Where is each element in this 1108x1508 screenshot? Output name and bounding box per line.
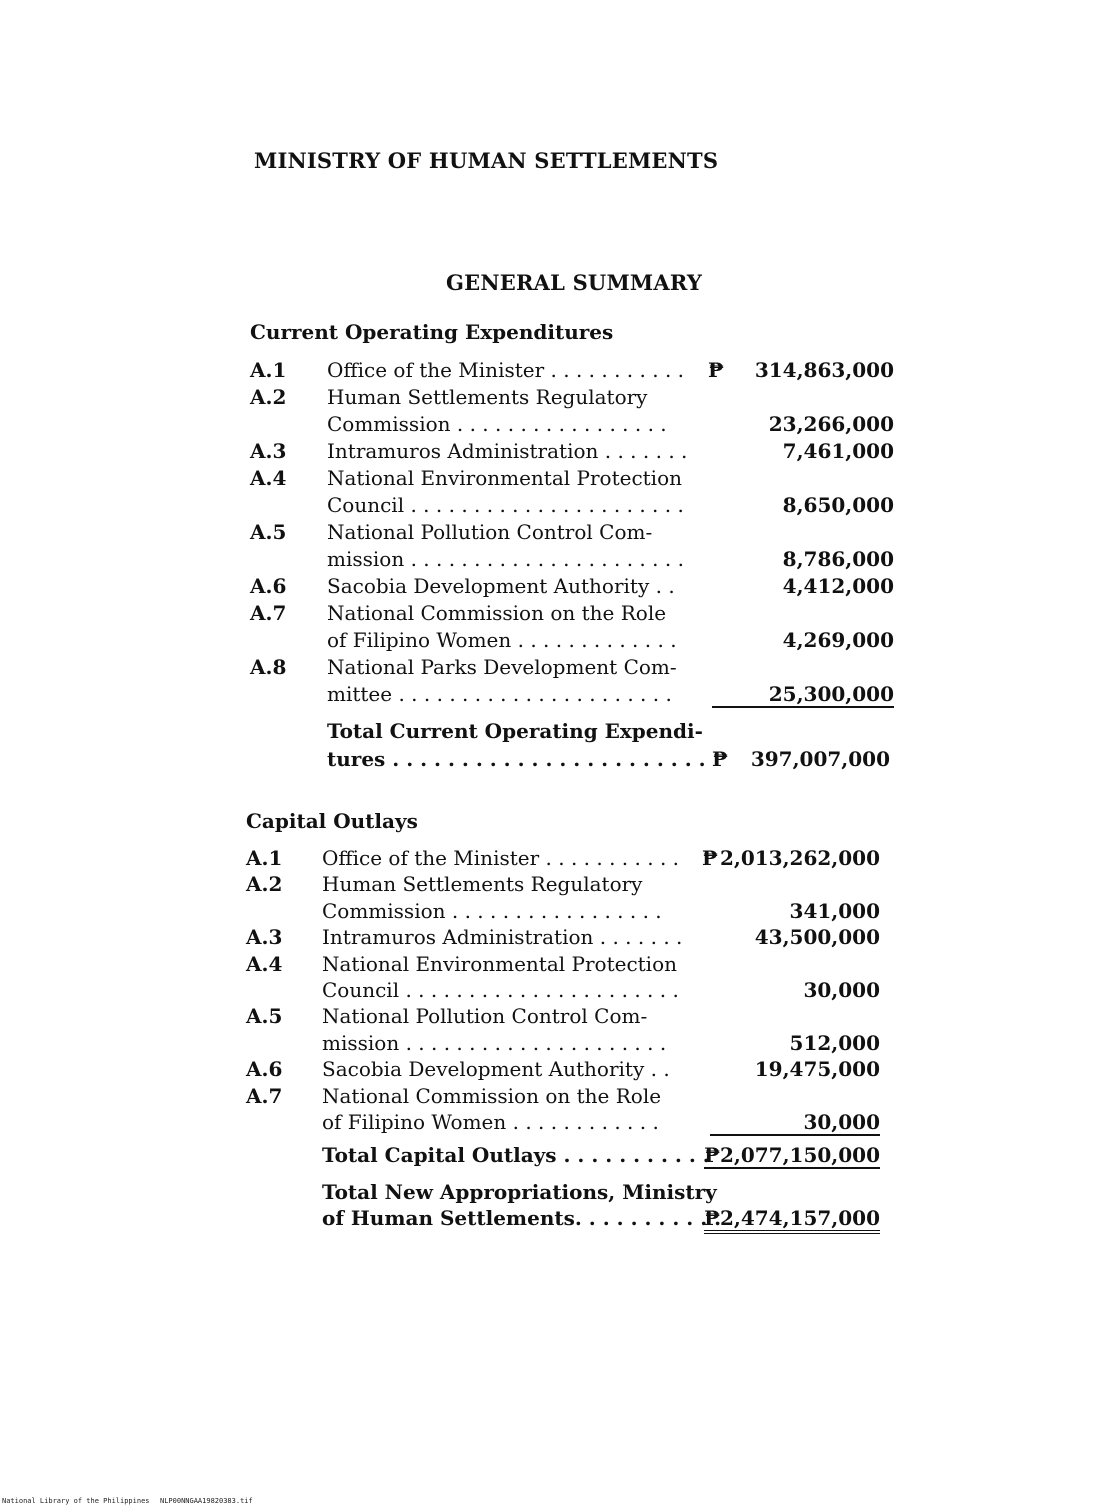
item-amount: 19,475,000 xyxy=(754,1057,880,1082)
item-description: Intramuros Administration . . . . . . . xyxy=(327,439,688,463)
table-row xyxy=(0,1004,1108,1030)
item-description: of Filipino Women . . . . . . . . . . . . . xyxy=(327,628,677,652)
item-description: of Filipino Women . . . . . . . . . . . . xyxy=(322,1110,659,1134)
grand-total-amount: ₱2,474,157,000 xyxy=(704,1206,880,1234)
item-code: A.6 xyxy=(250,574,287,598)
item-amount: 314,863,000 xyxy=(754,358,894,382)
item-code: A.1 xyxy=(250,358,287,382)
summary-title: GENERAL SUMMARY xyxy=(446,270,703,295)
table-row xyxy=(0,682,1108,708)
item-description: Sacobia Development Authority . . xyxy=(327,574,675,598)
grand-total-line2 xyxy=(0,1206,1108,1232)
item-amount: 341,000 xyxy=(789,898,880,923)
item-code: A.5 xyxy=(246,1004,283,1029)
table-row xyxy=(0,412,1108,438)
table-row xyxy=(0,574,1108,600)
item-code: A.6 xyxy=(246,1057,283,1082)
item-code: A.5 xyxy=(250,520,287,544)
item-amount: 8,650,000 xyxy=(782,493,894,517)
item-amount: 7,461,000 xyxy=(782,439,894,463)
table-row xyxy=(0,628,1108,654)
table-row xyxy=(0,1057,1108,1083)
table-row xyxy=(0,1084,1108,1110)
item-amount: 8,786,000 xyxy=(782,547,894,571)
table-row xyxy=(0,439,1108,465)
table-row xyxy=(0,899,1108,925)
item-amount: 512,000 xyxy=(789,1030,880,1055)
item-description: Commission . . . . . . . . . . . . . . . . . xyxy=(327,412,667,436)
item-description: Human Settlements Regulatory xyxy=(322,872,643,897)
item-description: Council . . . . . . . . . . . . . . . . . . . . . . xyxy=(322,978,679,1002)
table-row xyxy=(0,952,1108,978)
peso-sign: ₱ xyxy=(708,358,724,382)
item-description: mittee . . . . . . . . . . . . . . . . . . . . . . xyxy=(327,682,672,706)
grand-total-label-2: of Human Settlements. . . . . . . . . . . xyxy=(322,1206,722,1230)
item-amount: 2,013,262,000 xyxy=(719,846,880,870)
table-row xyxy=(0,385,1108,411)
item-description: Intramuros Administration . . . . . . . xyxy=(322,925,683,950)
item-amount: 4,412,000 xyxy=(782,574,894,598)
item-code: A.3 xyxy=(246,925,283,950)
item-description: Commission . . . . . . . . . . . . . . . . . xyxy=(322,898,662,923)
item-description: National Parks Development Com- xyxy=(327,655,677,679)
table-row xyxy=(0,547,1108,573)
ministry-title: MINISTRY OF HUMAN SETTLEMENTS xyxy=(254,148,719,173)
current-total-label-1: Total Current Operating Expendi- xyxy=(327,719,703,743)
grand-total-line1 xyxy=(0,1180,1108,1206)
current-total-line2 xyxy=(0,747,1108,773)
table-row xyxy=(0,520,1108,546)
capital-section-title: Capital Outlays xyxy=(246,809,418,833)
table-row xyxy=(0,846,1108,872)
current-total-line1 xyxy=(0,719,1108,745)
item-description: National Environmental Protection xyxy=(327,466,682,490)
footer-library: National Library of the Philippines xyxy=(2,1497,150,1505)
item-description: National Pollution Control Com- xyxy=(327,520,653,544)
item-code: A.7 xyxy=(246,1083,283,1108)
peso-sign: ₱ xyxy=(702,846,718,870)
item-code: A.2 xyxy=(250,385,287,409)
current-total-amount: 397,007,000 xyxy=(750,747,890,771)
peso-sign: ₱ xyxy=(712,747,728,771)
table-row xyxy=(0,493,1108,519)
table-row xyxy=(0,358,1108,384)
item-description: mission . . . . . . . . . . . . . . . . . . . . . . xyxy=(327,547,684,571)
item-amount: 23,266,000 xyxy=(768,412,894,436)
item-amount: 30,000 xyxy=(803,978,880,1002)
item-description: Sacobia Development Authority . . xyxy=(322,1057,670,1082)
table-row xyxy=(0,925,1108,951)
item-code: A.7 xyxy=(250,601,287,625)
grand-total-label-1: Total New Appropriations, Ministry xyxy=(322,1180,717,1204)
item-description: National Commission on the Role xyxy=(327,601,667,625)
table-row xyxy=(0,1031,1108,1057)
item-code: A.1 xyxy=(246,846,283,870)
item-description: mission . . . . . . . . . . . . . . . . . . . . . xyxy=(322,1030,667,1055)
item-description: National Commission on the Role xyxy=(322,1083,662,1108)
item-description: Office of the Minister . . . . . . . . . . . xyxy=(327,358,685,382)
table-row xyxy=(0,1110,1108,1136)
item-description: Office of the Minister . . . . . . . . . . . xyxy=(322,846,680,870)
item-code: A.3 xyxy=(250,439,287,463)
item-description: National Environmental Protection xyxy=(322,951,677,976)
item-description: National Pollution Control Com- xyxy=(322,1004,648,1029)
footer-file: NLP00NNGAA19820383.tif xyxy=(160,1497,253,1505)
capital-total-row xyxy=(0,1143,1108,1169)
table-row xyxy=(0,601,1108,627)
item-code: A.4 xyxy=(246,951,283,976)
table-row xyxy=(0,978,1108,1004)
capital-total-label: Total Capital Outlays . . . . . . . . . . . xyxy=(322,1143,710,1167)
item-amount: 25,300,000 xyxy=(712,682,894,708)
table-row xyxy=(0,872,1108,898)
item-code: A.4 xyxy=(250,466,287,490)
item-code: A.2 xyxy=(246,872,283,897)
item-description: Council . . . . . . . . . . . . . . . . . . . . . . xyxy=(327,493,684,517)
item-amount: 30,000 xyxy=(710,1110,880,1136)
item-amount: 43,500,000 xyxy=(754,925,880,950)
item-amount: 4,269,000 xyxy=(782,628,894,652)
current-total-label-2: tures . . . . . . . . . . . . . . . . . . . . . . . xyxy=(327,747,706,771)
item-description: Human Settlements Regulatory xyxy=(327,385,648,409)
current-section-title: Current Operating Expenditures xyxy=(250,320,614,344)
table-row xyxy=(0,655,1108,681)
capital-total-amount: ₱2,077,150,000 xyxy=(704,1143,880,1167)
table-row xyxy=(0,466,1108,492)
item-code: A.8 xyxy=(250,655,287,679)
